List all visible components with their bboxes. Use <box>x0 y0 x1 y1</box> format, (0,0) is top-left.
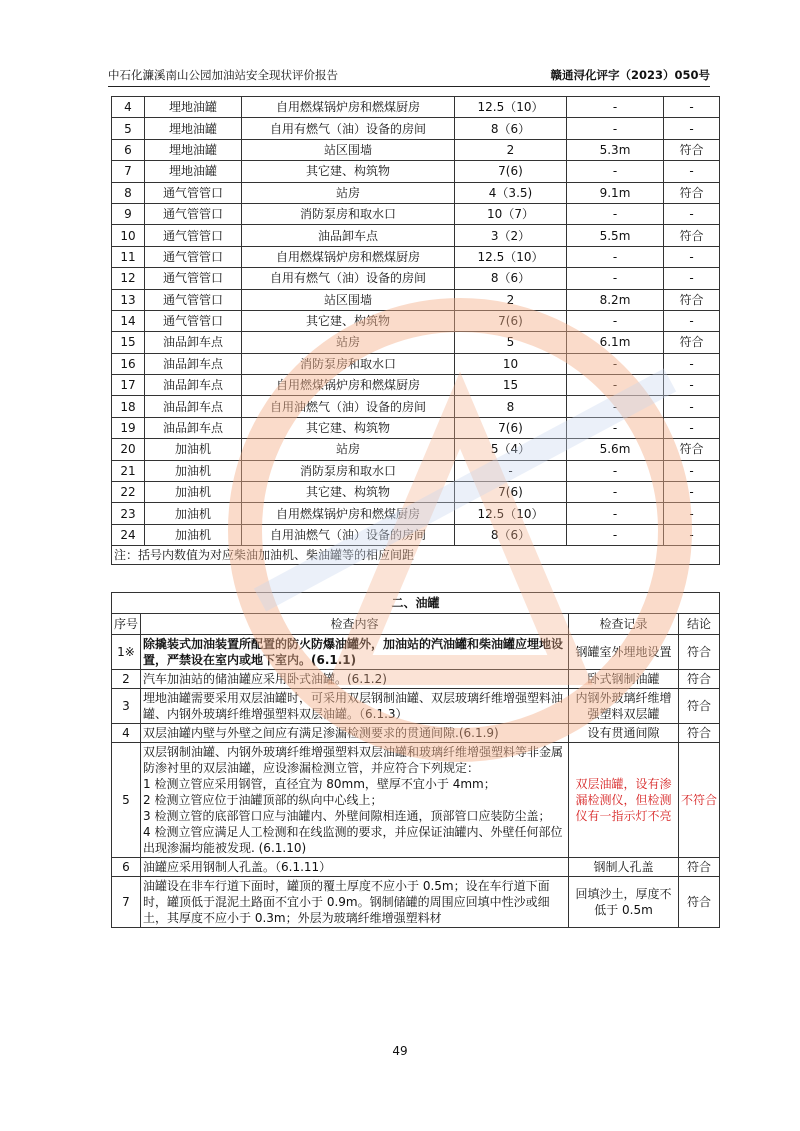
standard-distance: 2 <box>455 139 567 160</box>
table-row <box>112 689 720 724</box>
standard-distance: 5 <box>455 332 567 353</box>
target-name: 站房 <box>242 332 455 353</box>
table-row <box>112 268 720 289</box>
conclusion: - <box>664 417 720 438</box>
actual-distance: 8.2m <box>567 289 664 310</box>
facility-name: 加油机 <box>145 503 242 524</box>
report-title: 中石化濂溪南山公园加油站安全现状评价报告 <box>108 68 338 82</box>
table-row <box>112 375 720 396</box>
facility-name: 油品卸车点 <box>145 332 242 353</box>
content-line: 3 检测立管的底部管口应与油罐内、外壁间隙相连通，顶部管口应装防尘盖； <box>143 809 551 823</box>
conclusion: 符合 <box>664 332 720 353</box>
check-record: 卧式钢制油罐 <box>569 670 679 689</box>
conclusion: 符合 <box>679 724 720 743</box>
conclusion: 符合 <box>664 182 720 203</box>
check-record: 内钢外玻璃纤维增强塑料双层罐 <box>569 689 679 724</box>
row-number: 4 <box>112 97 145 118</box>
standard-distance: 2 <box>455 289 567 310</box>
content-line: 2 检测立管应位于油罐顶部的纵向中心线上； <box>143 793 383 807</box>
actual-distance: - <box>567 524 664 545</box>
row-number: 11 <box>112 246 145 267</box>
standard-distance: 7(6) <box>455 310 567 331</box>
check-record: 双层油罐，设有渗漏检测仪，但检测仪有一指示灯不亮 <box>569 743 679 858</box>
page-number: 49 <box>392 1044 408 1058</box>
table-row <box>112 225 720 246</box>
conclusion: 符合 <box>679 670 720 689</box>
target-name: 自用有燃气（油）设备的房间 <box>242 118 455 139</box>
row-number: 17 <box>112 375 145 396</box>
target-name: 自用油燃气（油）设备的房间 <box>242 396 455 417</box>
target-name: 自用燃煤锅炉房和燃煤厨房 <box>242 503 455 524</box>
target-name: 自用油燃气（油）设备的房间 <box>242 524 455 545</box>
row-number: 7 <box>112 877 141 928</box>
target-name: 站区围墙 <box>242 289 455 310</box>
target-name: 其它建、构筑物 <box>242 310 455 331</box>
facility-name: 油品卸车点 <box>145 353 242 374</box>
target-name: 消防泵房和取水口 <box>242 353 455 374</box>
conclusion: 符合 <box>679 635 720 670</box>
table-row <box>112 670 720 689</box>
table-row <box>112 724 720 743</box>
target-name: 油品卸车点 <box>242 225 455 246</box>
conclusion: 符合 <box>664 289 720 310</box>
conclusion: - <box>664 460 720 481</box>
actual-distance: - <box>567 396 664 417</box>
row-number: 5 <box>112 118 145 139</box>
standard-distance: 8（6） <box>455 268 567 289</box>
check-content: 双层油罐内壁与外壁之间应有满足渗漏检测要求的贯通间隙.(6.1.9) <box>141 724 569 743</box>
distance-table <box>111 96 720 565</box>
header-cell: 检查内容 <box>141 614 569 635</box>
actual-distance: - <box>567 268 664 289</box>
standard-distance: 8 <box>455 396 567 417</box>
target-name: 自用燃煤锅炉房和燃煤厨房 <box>242 97 455 118</box>
table-row <box>112 439 720 460</box>
actual-distance: - <box>567 460 664 481</box>
row-number: 24 <box>112 524 145 545</box>
report-code: 赣通浔化评字（2023）050号 <box>550 68 710 82</box>
facility-name: 通气管管口 <box>145 289 242 310</box>
standard-distance: 7(6) <box>455 482 567 503</box>
facility-name: 埋地油罐 <box>145 139 242 160</box>
standard-distance: 10 <box>455 353 567 374</box>
section-title: 二、油罐 <box>112 593 720 614</box>
check-content <box>141 743 569 858</box>
conclusion: - <box>664 503 720 524</box>
actual-distance: 5.5m <box>567 225 664 246</box>
target-name: 其它建、构筑物 <box>242 161 455 182</box>
table-row <box>112 182 720 203</box>
row-number: 1※ <box>112 635 141 670</box>
check-record: 回填沙土，厚度不低于 0.5m <box>569 877 679 928</box>
table-row <box>112 743 720 858</box>
check-record: 设有贯通间隙 <box>569 724 679 743</box>
row-number: 23 <box>112 503 145 524</box>
table-row <box>112 289 720 310</box>
header-row <box>112 614 720 635</box>
facility-name: 油品卸车点 <box>145 375 242 396</box>
facility-name: 通气管管口 <box>145 225 242 246</box>
table-row <box>112 417 720 438</box>
actual-distance: - <box>567 375 664 396</box>
check-record: 钢罐室外埋地设置 <box>569 635 679 670</box>
standard-distance: 12.5（10） <box>455 97 567 118</box>
header-cell: 序号 <box>112 614 141 635</box>
header-cell: 检查记录 <box>569 614 679 635</box>
target-name: 自用燃煤锅炉房和燃煤厨房 <box>242 246 455 267</box>
tank-check-table <box>111 592 720 928</box>
actual-distance: - <box>567 503 664 524</box>
table-row <box>112 139 720 160</box>
table-row <box>112 353 720 374</box>
conclusion: 符合 <box>679 858 720 877</box>
table-row <box>112 332 720 353</box>
facility-name: 埋地油罐 <box>145 118 242 139</box>
standard-distance: 5（4） <box>455 439 567 460</box>
actual-distance: 6.1m <box>567 332 664 353</box>
target-name: 站区围墙 <box>242 139 455 160</box>
row-number: 16 <box>112 353 145 374</box>
conclusion: - <box>664 310 720 331</box>
row-number: 5 <box>112 743 141 858</box>
standard-distance: 12.5（10） <box>455 503 567 524</box>
actual-distance: - <box>567 310 664 331</box>
table-row <box>112 97 720 118</box>
row-number: 4 <box>112 724 141 743</box>
row-number: 9 <box>112 203 145 224</box>
table-row <box>112 503 720 524</box>
facility-name: 油品卸车点 <box>145 396 242 417</box>
conclusion: - <box>664 353 720 374</box>
conclusion: 符合 <box>679 689 720 724</box>
target-name: 消防泵房和取水口 <box>242 203 455 224</box>
table-row <box>112 482 720 503</box>
actual-distance: - <box>567 97 664 118</box>
conclusion: - <box>664 524 720 545</box>
facility-name: 通气管管口 <box>145 246 242 267</box>
row-number: 7 <box>112 161 145 182</box>
table-row <box>112 524 720 545</box>
target-name: 其它建、构筑物 <box>242 417 455 438</box>
standard-distance: 8（6） <box>455 118 567 139</box>
row-number: 3 <box>112 689 141 724</box>
conclusion: 符合 <box>664 225 720 246</box>
conclusion: 不符合 <box>679 743 720 858</box>
row-number: 6 <box>112 858 141 877</box>
row-number: 20 <box>112 439 145 460</box>
table-row <box>112 858 720 877</box>
facility-name: 埋地油罐 <box>145 97 242 118</box>
target-name: 自用燃煤锅炉房和燃煤厨房 <box>242 375 455 396</box>
actual-distance: - <box>567 246 664 267</box>
facility-name: 油品卸车点 <box>145 417 242 438</box>
target-name: 其它建、构筑物 <box>242 482 455 503</box>
content-line: 双层钢制油罐、内钢外玻璃纤维增强塑料双层油罐和玻璃纤维增强塑料等非金属防渗衬里的双层油罐，应设渗漏检测立管，并应符合下列规定： <box>143 745 564 775</box>
facility-name: 埋地油罐 <box>145 161 242 182</box>
conclusion: - <box>664 97 720 118</box>
facility-name: 加油机 <box>145 439 242 460</box>
table-note-row <box>112 546 720 565</box>
row-number: 22 <box>112 482 145 503</box>
row-number: 19 <box>112 417 145 438</box>
conclusion: - <box>664 375 720 396</box>
header-cell: 结论 <box>679 614 720 635</box>
actual-distance: - <box>567 161 664 182</box>
conclusion: - <box>664 161 720 182</box>
facility-name: 通气管管口 <box>145 203 242 224</box>
facility-name: 加油机 <box>145 482 242 503</box>
content-line: 4 检测立管应满足人工检测和在线监测的要求，并应保证油罐内、外壁任何部位出现渗漏均能被发现. (6.1.10) <box>143 825 563 855</box>
table-row <box>112 877 720 928</box>
target-name: 站房 <box>242 439 455 460</box>
row-number: 2 <box>112 670 141 689</box>
standard-distance: 10（7） <box>455 203 567 224</box>
standard-distance: 4（3.5) <box>455 182 567 203</box>
page-header <box>108 64 710 87</box>
facility-name: 通气管管口 <box>145 182 242 203</box>
table-row <box>112 118 720 139</box>
row-number: 21 <box>112 460 145 481</box>
conclusion: - <box>664 268 720 289</box>
row-number: 13 <box>112 289 145 310</box>
conclusion: - <box>664 396 720 417</box>
table-row <box>112 203 720 224</box>
table-row <box>112 635 720 670</box>
actual-distance: - <box>567 118 664 139</box>
actual-distance: - <box>567 203 664 224</box>
actual-distance: 5.6m <box>567 439 664 460</box>
facility-name: 加油机 <box>145 524 242 545</box>
row-number: 18 <box>112 396 145 417</box>
standard-distance: - <box>455 460 567 481</box>
conclusion: - <box>664 246 720 267</box>
conclusion: - <box>664 203 720 224</box>
target-name: 自用有燃气（油）设备的房间 <box>242 268 455 289</box>
facility-name: 通气管管口 <box>145 268 242 289</box>
row-number: 8 <box>112 182 145 203</box>
conclusion: 符合 <box>679 877 720 928</box>
conclusion: - <box>664 482 720 503</box>
facility-name: 加油机 <box>145 460 242 481</box>
check-content: 汽车加油站的储油罐应采用卧式油罐。(6.1.2) <box>141 670 569 689</box>
table-note: 注：括号内数值为对应柴油加油机、柴油罐等的相应间距 <box>112 546 720 565</box>
target-name: 站房 <box>242 182 455 203</box>
table-row <box>112 396 720 417</box>
row-number: 15 <box>112 332 145 353</box>
actual-distance: - <box>567 417 664 438</box>
row-number: 12 <box>112 268 145 289</box>
table-row <box>112 460 720 481</box>
table-row <box>112 161 720 182</box>
check-content: 油罐设在非车行道下面时，罐顶的覆土厚度不应小于 0.5m；设在车行道下面时，罐顶低于混泥土路面不宜小于 0.9m。钢制储罐的周围应回填中性沙或细土，其厚度不应小于 0.3m；外层为玻璃纤维增强塑料材 <box>141 877 569 928</box>
actual-distance: - <box>567 482 664 503</box>
standard-distance: 7(6) <box>455 161 567 182</box>
conclusion: - <box>664 118 720 139</box>
actual-distance: 5.3m <box>567 139 664 160</box>
content-line: 1 检测立管应采用钢管，直径宜为 80mm，壁厚不宜小于 4mm； <box>143 777 496 791</box>
row-number: 14 <box>112 310 145 331</box>
check-content: 埋地油罐需要采用双层油罐时，可采用双层钢制油罐、双层玻璃纤维增强塑料油罐、内钢外玻璃纤维增强塑料双层油罐。（6.1.3） <box>141 689 569 724</box>
row-number: 6 <box>112 139 145 160</box>
conclusion: 符合 <box>664 439 720 460</box>
conclusion: 符合 <box>664 139 720 160</box>
target-name: 消防泵房和取水口 <box>242 460 455 481</box>
standard-distance: 7(6) <box>455 417 567 438</box>
standard-distance: 8（6） <box>455 524 567 545</box>
check-content: 油罐应采用钢制人孔盖。（6.1.11） <box>141 858 569 877</box>
table-row <box>112 310 720 331</box>
actual-distance: - <box>567 353 664 374</box>
table-row <box>112 246 720 267</box>
standard-distance: 12.5（10） <box>455 246 567 267</box>
check-content: 除撬装式加油装置所配置的防火防爆油罐外，加油站的汽油罐和柴油罐应埋地设置，严禁设在室内或地下室内。(6.1.1) <box>141 635 569 670</box>
facility-name: 通气管管口 <box>145 310 242 331</box>
standard-distance: 3（2） <box>455 225 567 246</box>
check-record: 钢制人孔盖 <box>569 858 679 877</box>
row-number: 10 <box>112 225 145 246</box>
section-title-row <box>112 593 720 614</box>
standard-distance: 15 <box>455 375 567 396</box>
actual-distance: 9.1m <box>567 182 664 203</box>
